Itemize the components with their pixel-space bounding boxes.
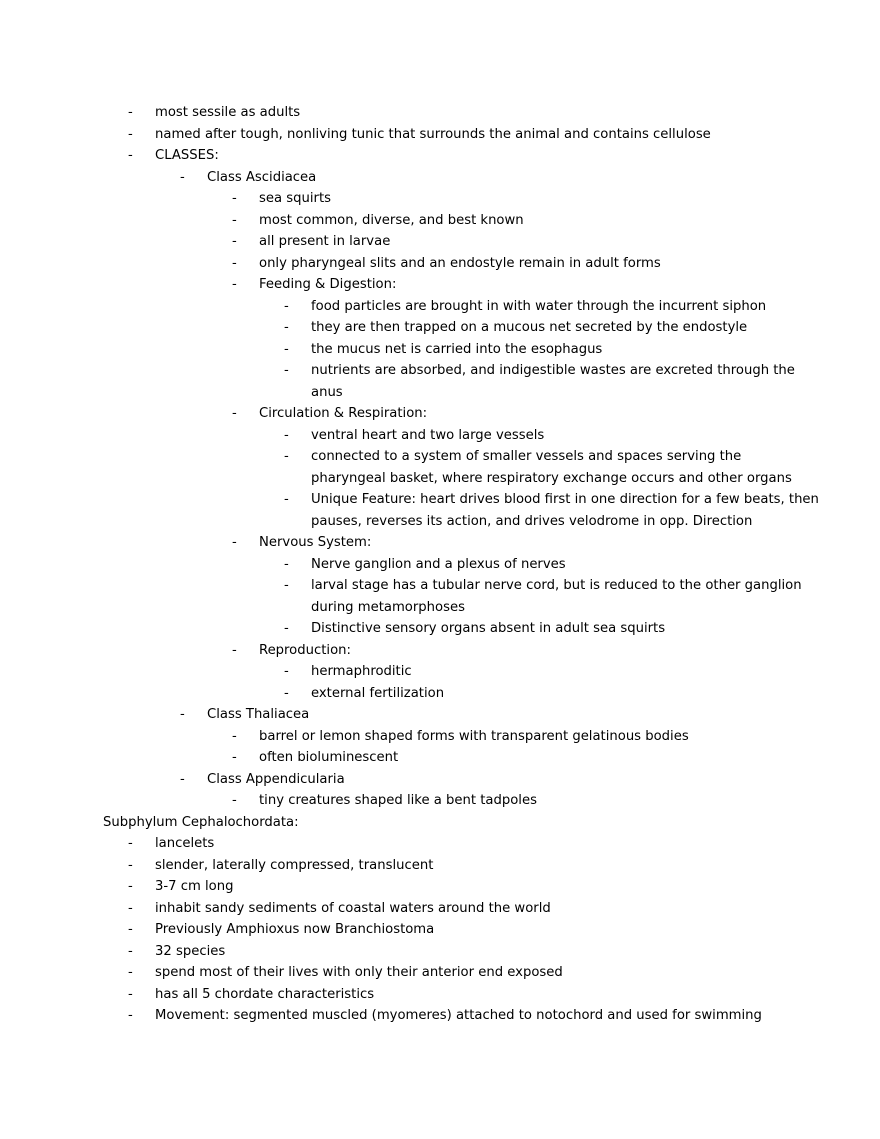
bullet-text: most sessile as adults: [155, 105, 301, 120]
bullet-dash: -: [128, 965, 133, 980]
bullet-dash: -: [284, 320, 289, 335]
bullet-item: [0, 532, 880, 554]
bullet-text: 32 species: [155, 943, 226, 959]
bullet-dash: -: [128, 986, 133, 1002]
bullet-item: [0, 1005, 880, 1027]
bullet-text: CLASSES:: [155, 148, 219, 163]
bullet-item: [0, 790, 880, 812]
bullet-dash: -: [284, 492, 289, 507]
bullet-item: [0, 919, 880, 941]
bullet-text: Unique Feature: heart drives blood first in one direction for a few beats, then: [311, 492, 819, 507]
bullet-dash: -: [284, 685, 289, 701]
bullet-dash: -: [232, 212, 237, 228]
bullet-item: [0, 274, 880, 296]
bullet-text: larval stage has a tubular nerve cord, but is reduced to the other ganglion: [311, 578, 802, 593]
bullet-dash: -: [128, 900, 133, 916]
bullet-dash: -: [180, 169, 185, 185]
bullet-dash: -: [284, 363, 289, 378]
bullet-item: [0, 833, 880, 855]
bullet-item: [0, 403, 880, 425]
bullet-dash: -: [232, 535, 237, 550]
bullet-text: often bioluminescent: [259, 750, 399, 765]
bullet-dash: -: [284, 578, 289, 593]
bullet-dash: -: [284, 621, 289, 636]
bullet-text: anus: [311, 384, 343, 400]
bullet-continuation: [0, 511, 880, 533]
bullet-text: lancelets: [155, 836, 215, 851]
bullet-text: hermaphroditic: [311, 664, 412, 679]
bullet-text: Movement: segmented muscled (myomeres) attached to notochord and used for swimming: [155, 1008, 762, 1023]
bullet-dash: -: [128, 836, 133, 851]
bullet-dash: -: [180, 771, 185, 787]
bullet-text: they are then trapped on a mucous net secreted by the endostyle: [311, 320, 748, 335]
bullet-item: [0, 231, 880, 253]
bullet-text: external fertilization: [311, 685, 445, 701]
bullet-item: [0, 747, 880, 769]
bullet-item: [0, 145, 880, 167]
bullet-dash: -: [284, 427, 289, 443]
bullet-item: [0, 253, 880, 275]
bullet-text: barrel or lemon shaped forms with transparent gelatinous bodies: [259, 728, 689, 744]
bullet-dash: -: [232, 255, 237, 271]
bullet-text: inhabit sandy sediments of coastal waters around the world: [155, 900, 551, 916]
bullet-text: food particles are brought in with water through the incurrent siphon: [311, 298, 767, 314]
bullet-item: [0, 425, 880, 447]
bullet-item: [0, 683, 880, 705]
bullet-dash: -: [128, 857, 133, 873]
bullet-text: connected to a system of smaller vessels and spaces serving the: [311, 449, 742, 464]
bullet-item: [0, 210, 880, 232]
bullet-dash: -: [180, 707, 185, 722]
bullet-dash: -: [232, 750, 237, 765]
bullet-dash: -: [284, 449, 289, 464]
bullet-text: pharyngeal basket, where respiratory exchange occurs and other organs: [311, 470, 792, 486]
bullet-item: [0, 489, 880, 511]
bullet-item: [0, 446, 880, 468]
bullet-text: Nervous System:: [259, 535, 372, 550]
bullet-text: 3-7 cm long: [155, 879, 234, 894]
bullet-text: Class Ascidiacea: [207, 169, 317, 185]
bullet-dash: -: [232, 191, 237, 206]
bullet-dash: -: [232, 728, 237, 744]
bullet-item: [0, 167, 880, 189]
bullet-item: [0, 855, 880, 877]
bullet-item: [0, 704, 880, 726]
bullet-item: [0, 769, 880, 791]
bullet-item: [0, 339, 880, 361]
section-heading: [0, 812, 880, 834]
bullet-text: during metamorphoses: [311, 599, 465, 615]
bullet-item: [0, 554, 880, 576]
bullet-item: [0, 102, 880, 124]
bullet-dash: -: [232, 277, 237, 292]
bullet-item: [0, 124, 880, 146]
bullet-dash: -: [284, 556, 289, 572]
bullet-item: [0, 941, 880, 963]
bullet-text: only pharyngeal slits and an endostyle remain in adult forms: [259, 255, 661, 271]
bullet-item: [0, 876, 880, 898]
bullet-text: slender, laterally compressed, translucent: [155, 857, 434, 873]
section-heading-text: Subphylum Cephalochordata:: [103, 814, 299, 830]
bullet-dash: -: [128, 126, 133, 142]
bullet-text: Circulation & Respiration:: [259, 406, 428, 421]
bullet-text: ventral heart and two large vessels: [311, 427, 545, 443]
bullet-text: Feeding & Digestion:: [259, 277, 397, 292]
bullet-item: [0, 984, 880, 1006]
bullet-text: Reproduction:: [259, 642, 351, 658]
bullet-dash: -: [232, 642, 237, 658]
bullet-dash: -: [128, 148, 133, 163]
bullet-item: [0, 360, 880, 382]
bullet-text: Distinctive sensory organs absent in adult sea squirts: [311, 621, 666, 636]
bullet-item: [0, 640, 880, 662]
bullet-dash: -: [284, 298, 289, 314]
bullet-dash: -: [128, 943, 133, 959]
bullet-text: has all 5 chordate characteristics: [155, 986, 375, 1002]
bullet-text: named after tough, nonliving tunic that surrounds the animal and contains cellulose: [155, 126, 711, 142]
bullet-item: [0, 618, 880, 640]
bullet-text: most common, diverse, and best known: [259, 212, 524, 228]
bullet-continuation: [0, 597, 880, 619]
bullet-item: [0, 317, 880, 339]
bullet-text: all present in larvae: [259, 234, 391, 249]
bullet-item: [0, 962, 880, 984]
bullet-item: [0, 898, 880, 920]
bullet-text: sea squirts: [259, 191, 331, 206]
bullet-item: [0, 661, 880, 683]
bullet-item: [0, 188, 880, 210]
bullet-dash: -: [128, 1008, 133, 1023]
bullet-dash: -: [232, 406, 237, 421]
bullet-text: tiny creatures shaped like a bent tadpoles: [259, 793, 537, 808]
bullet-text: Previously Amphioxus now Branchiostoma: [155, 922, 435, 937]
bullet-text: pauses, reverses its action, and drives velodrome in opp. Direction: [311, 513, 753, 529]
bullet-item: [0, 726, 880, 748]
bullet-text: the mucus net is carried into the esophagus: [311, 341, 603, 357]
bullet-dash: -: [232, 234, 237, 249]
bullet-dash: -: [284, 664, 289, 679]
bullet-text: nutrients are absorbed, and indigestible wastes are excreted through the: [311, 363, 795, 378]
bullet-dash: -: [232, 793, 237, 808]
bullet-dash: -: [128, 922, 133, 937]
bullet-dash: -: [128, 105, 133, 120]
bullet-continuation: [0, 468, 880, 490]
bullet-continuation: [0, 382, 880, 404]
bullet-text: spend most of their lives with only their anterior end exposed: [155, 965, 563, 980]
document-body: [0, 102, 880, 1027]
bullet-item: [0, 575, 880, 597]
bullet-dash: -: [284, 341, 289, 357]
bullet-dash: -: [128, 879, 133, 894]
bullet-text: Class Thaliacea: [207, 707, 310, 722]
bullet-item: [0, 296, 880, 318]
bullet-text: Class Appendicularia: [207, 771, 345, 787]
bullet-text: Nerve ganglion and a plexus of nerves: [311, 556, 566, 572]
